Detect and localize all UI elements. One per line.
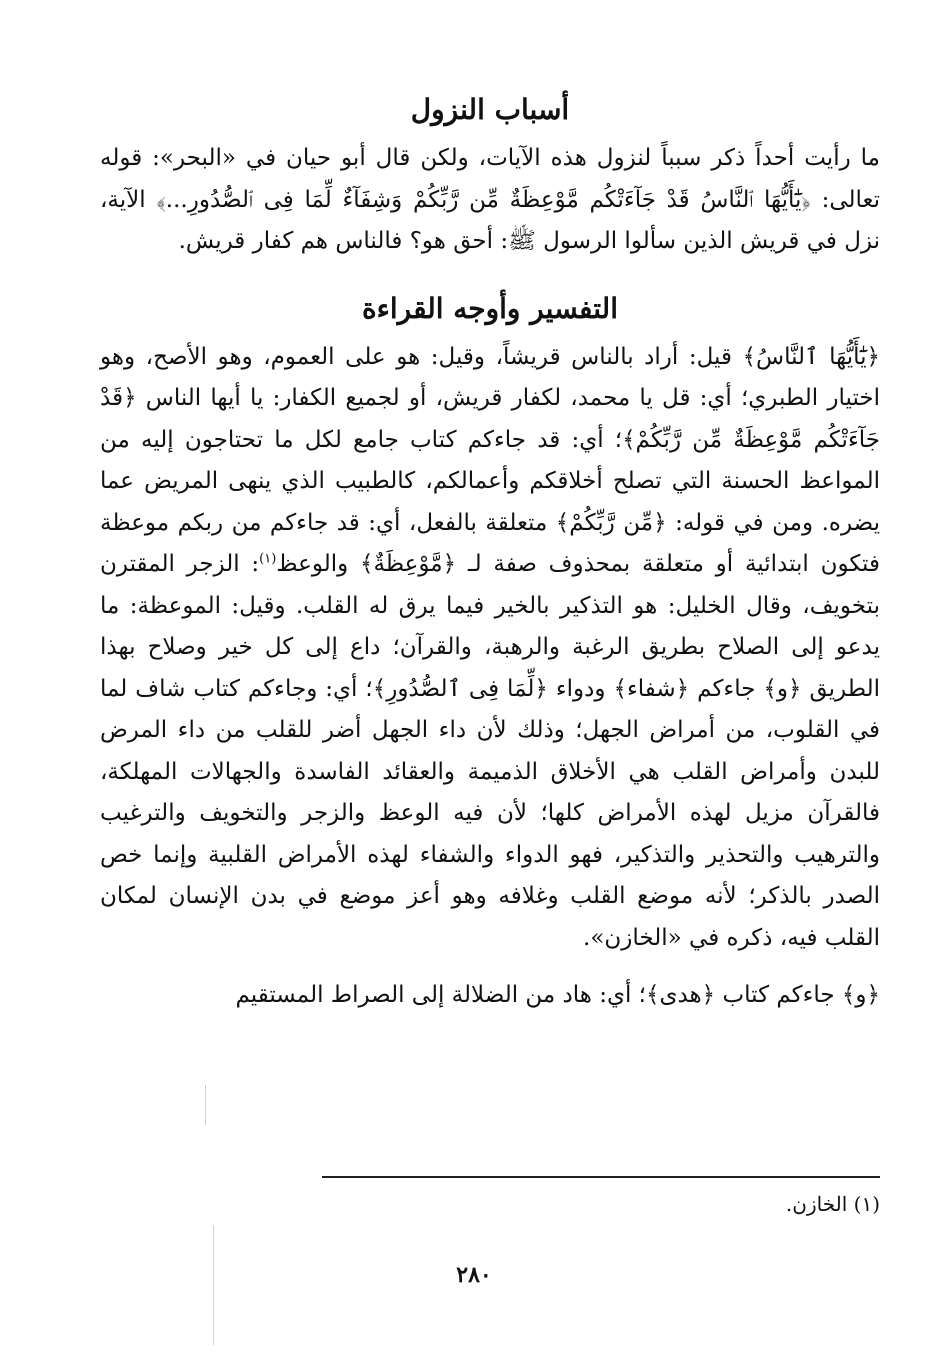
scan-artifact-line xyxy=(205,1085,206,1125)
tafsir-paragraph-huda: ﴿و﴾ جاءكم كتاب ﴿هدى﴾؛ أي: هاد من الضلالة إلى الصراط المستقيم xyxy=(235,982,880,1008)
footnote-text: (١) الخازن. xyxy=(785,1192,880,1216)
footnote-divider xyxy=(322,1176,880,1178)
section-title-tafsir: التفسير وأوجه القراءة xyxy=(362,291,618,325)
page-number: ٢٨٠ xyxy=(456,1262,492,1288)
section-paragraph-tafsir xyxy=(100,337,880,960)
section-title-asbab-al-nuzul: أسباب النزول xyxy=(410,93,570,126)
footnote-reference: (١) xyxy=(259,551,277,567)
scan-artifact-line xyxy=(213,1225,214,1345)
section-paragraph-asbab-al-nuzul: ما رأيت أحداً ذكر سبباً لنزول هذه الآيات، ولكن قال أبو حيان في «البحر»: قوله تعالى: ﴿يَٰٓأَيُّهَا ٱلنَّاسُ قَدْ جَآءَتْكُم مَّوْعِظَةٌ مِّن رَّبِّكُمْ وَشِفَآءٌ لِّمَا فِى ٱلصُّدُورِ...﴾ الآية، نزل في قريش الذين سألوا الرسول ﷺ: أحق هو؟ فالناس هم كفار قريش. xyxy=(100,145,880,254)
page-body xyxy=(100,80,880,1017)
tafsir-text-part-1: ﴿يَٰٓأَيُّهَا ٱلنَّاسُ﴾ قيل: أراد بالناس قريشاً، وقيل: هو على العموم، وهو الأصح، وهو اختيار الطبري؛ أي: قل يا محمد، لكفار قريش، أو لجميع الكفار: يا أيها الناس ﴿قَدْ جَآءَتْكُم مَّوْعِظَةٌ مِّن رَّبِّكُمْ﴾؛ أي: قد جاءكم كتاب جامع لكل ما تحتاجون إليه من المواعظ الحسنة التي تصلح أخلاقكم وأعمالكم، كالطبيب الذي ينهى المريض عما يضره. ومن في قوله: ﴿مِّن رَّبِّكُمْ﴾ متعلقة بالفعل، أي: قد جاءكم من ربكم موعظة فتكون ابتدائية أو متعلقة بمحذوف صفة لـ ﴿مَّوْعِظَةٌ﴾ والوعظ xyxy=(100,343,880,577)
tafsir-text-part-2: : الزجر المقترن بتخويف، وقال الخليل: هو التذكير بالخير فيما يرق له القلب. وقيل: الموعظة: ما يدعو إلى الصلاح بطريق الرغبة والرهبة، والقرآن؛ داع إلى كل خير وصلاح بهذا الطريق ﴿و﴾ جاءكم ﴿شفاء﴾ ودواء ﴿لِّمَا فِى ٱلصُّدُورِ﴾؛ أي: وجاءكم كتاب شاف لما في القلوب، من أمراض الجهل؛ وذلك لأن داء الجهل أضر للقلب من داء المرض للبدن وأمراض القلب هي الأخلاق الذميمة والعقائد الفاسدة والجهالات المهلكة، فالقرآن مزيل لهذه الأمراض كلها؛ لأن فيه الوعظ والزجر والتخويف والترغيب والترهيب والتحذير والتذكير، فهو الدواء والشفاء لهذه الأمراض القلبية وإنما خص الصدر بالذكر؛ لأنه موضع القلب وغلافه وهو أعز موضع في بدن الإنسان لمكان القلب فيه، ذكره في «الخازن». xyxy=(100,551,880,951)
